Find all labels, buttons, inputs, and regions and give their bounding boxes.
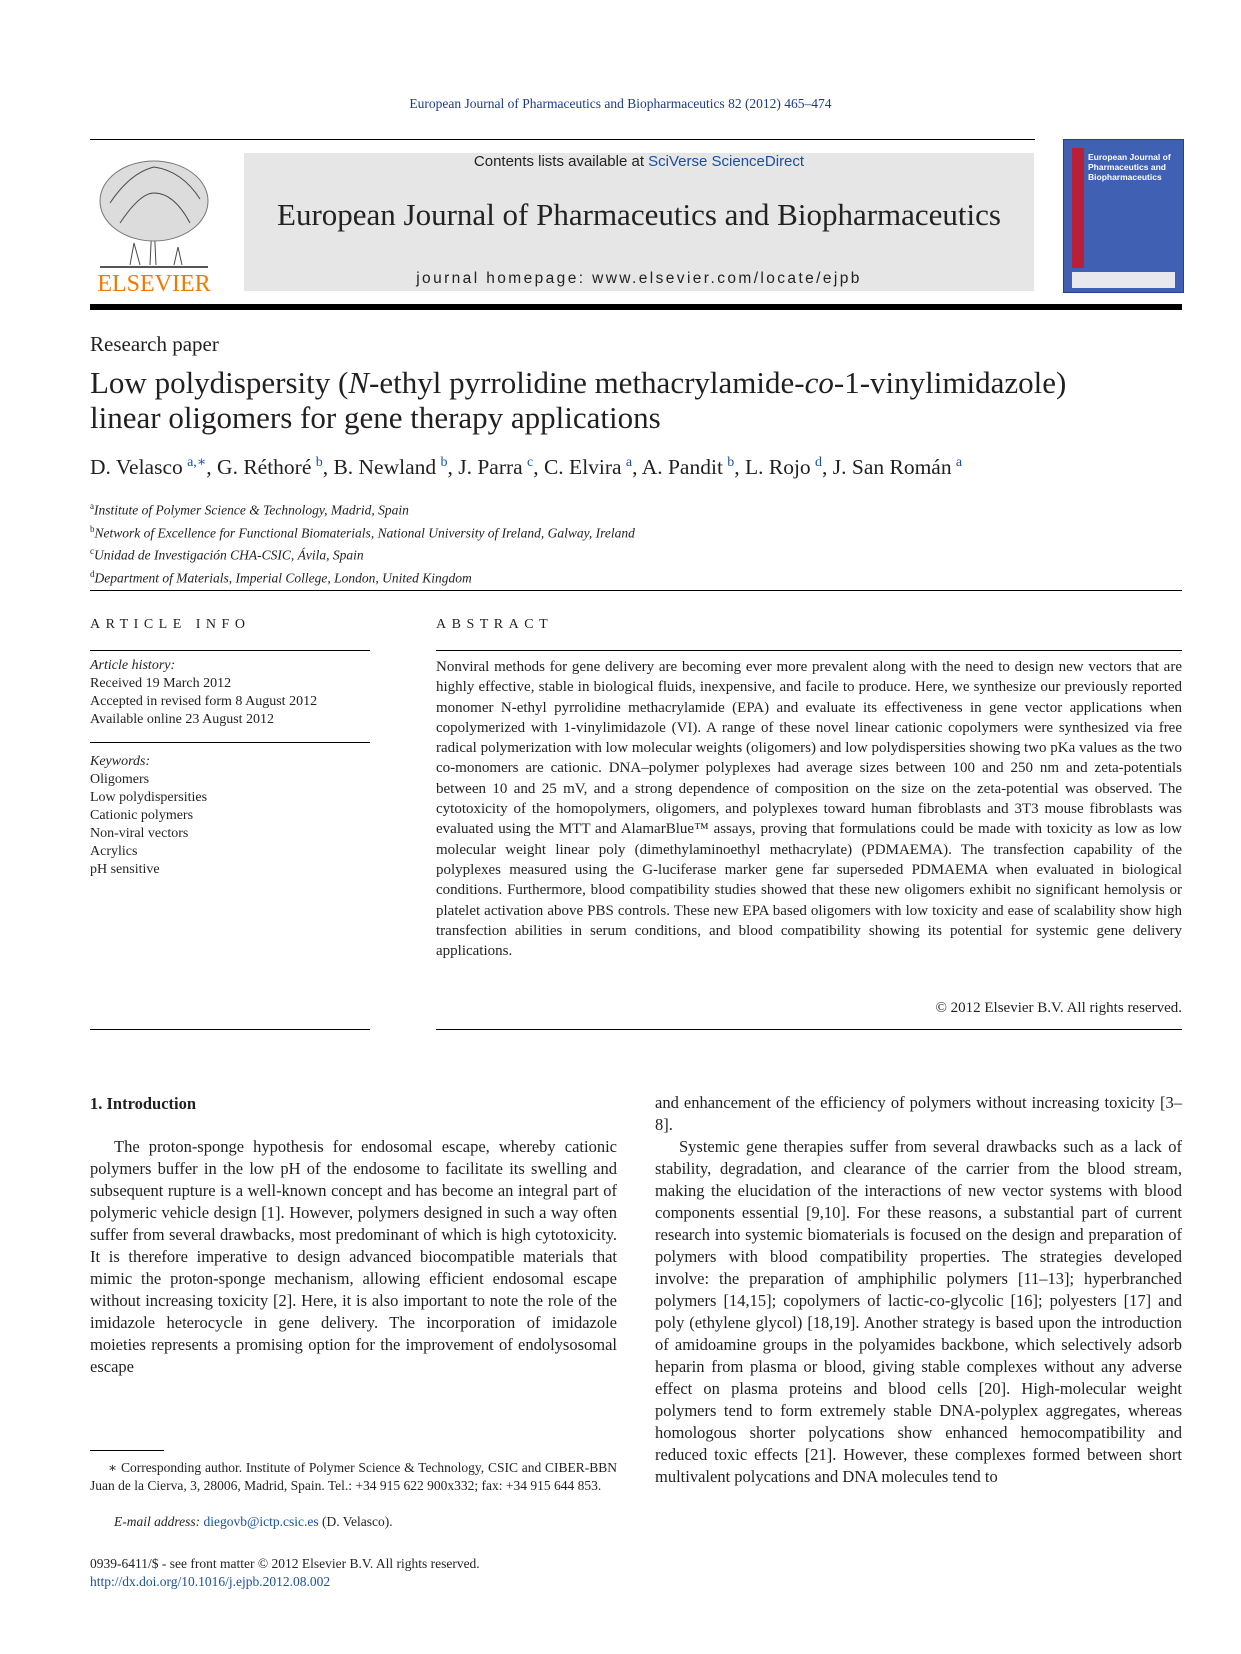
- intro-right-paragraph-1: and enhancement of the efficiency of polymers without increasing toxicity [3–8].: [655, 1093, 1182, 1134]
- author-affiliation-mark[interactable]: b: [440, 455, 448, 470]
- author-affiliation-mark[interactable]: b: [727, 455, 735, 470]
- doi-link[interactable]: http://dx.doi.org/10.1016/j.ejpb.2012.08.002: [90, 1574, 331, 1589]
- keyword-list: [90, 771, 207, 879]
- author-affiliation-mark[interactable]: d: [815, 455, 822, 470]
- page-footer: [90, 1555, 480, 1591]
- corresponding-author-note: ∗ Corresponding author. Institute of Polymer Science & Technology, CSIC and CIBER-BBN Juan de la Cierva, 3, 28006, Madrid, Spain. Tel.: +34 915 622 900x332; fax: +34 915 644 853.: [90, 1460, 617, 1493]
- affiliation: $^a$Institute of Polymer Science & Technology, Madrid, Spain: [90, 501, 409, 518]
- author: B. Newland $^b$: [333, 455, 448, 480]
- contents-prefix: Contents lists available at: [473, 153, 649, 170]
- journal-homepage[interactable]: journal homepage: www.elsevier.com/locate/ejpb: [416, 270, 862, 287]
- abstract-rule: [436, 650, 1182, 651]
- received-date: Received 19 March 2012: [90, 676, 232, 691]
- elsevier-logo: [90, 153, 218, 297]
- author: C. Elvira $^a$: [543, 455, 633, 480]
- author-affiliation-mark[interactable]: a: [955, 455, 963, 470]
- title-line-1: Low polydispersity (N-ethyl pyrrolidine methacrylamide-co-1-vinylimidazole): [90, 365, 1067, 400]
- article-info-heading: ARTICLE INFO: [90, 617, 251, 632]
- affiliation-list: [90, 497, 635, 587]
- journal-cover-thumbnail: [1063, 139, 1184, 293]
- intro-right-paragraph-2: Systemic gene therapies suffer from several drawbacks such as a lack of stability, degradation, and clearance of the carrier from the blood stream, making the elucidation of the interactions of new vector systems with blood components essential [9,10]. For these reasons, a substantial part of current research into systemic biomaterials is focused on the design and preparation of polymers with blood compatibility properties. The strategies developed involve: the preparation of amphiphilic polymers [11–13]; hyperbranched polymers [14,15]; copolymers of lactic-co-glycolic [16]; polyesters [17] and poly (ethylene glycol) [18,19]. Another strategy is based upon the introduction of amidoamine groups in the polyamides backbone, which selectively adsorb heparin from plasma or blood, giving stable complexes without any adverse effect on plasma proteins and blood cells [20]. High-molecular weight polymers tend to form extremely stable DNA-polyplex aggregates, whereas homologous shorter polycations show enhanced hemocompatibility and reduced toxic effects [21]. However, these complexes formed between short multivalent polycations and DNA molecules tend to: [655, 1137, 1182, 1486]
- author: L. Rojo $^d$: [744, 455, 822, 480]
- intro-right-column: [655, 1092, 1182, 1488]
- title-line-2: linear oligomers for gene therapy applications: [90, 400, 661, 435]
- contents-line: [244, 153, 1034, 170]
- affiliation: $^b$Network of Excellence for Functional Biomaterials, National University of Ireland, Galway, Ireland: [90, 523, 635, 540]
- intro-heading: 1. Introduction: [90, 1094, 197, 1113]
- accepted-date: Accepted in revised form 8 August 2012: [90, 694, 318, 709]
- author: G. Réthoré $^b$: [217, 455, 323, 480]
- elsevier-wordmark: ELSEVIER: [97, 271, 211, 297]
- abstract-bottom-rule: [436, 1029, 1182, 1030]
- keyword: Acrylics: [90, 844, 138, 859]
- email-label: E-mail address:: [114, 1514, 204, 1529]
- keyword: Non-viral vectors: [90, 826, 189, 841]
- keyword: Low polydispersities: [90, 790, 208, 805]
- article-history: [90, 657, 317, 729]
- article-type: Research paper: [90, 332, 219, 356]
- email-note: [90, 1513, 641, 1531]
- abstract-copyright: © 2012 Elsevier B.V. All rights reserved.: [935, 1000, 1182, 1016]
- author: A. Pandit $^b$: [641, 455, 735, 480]
- email-suffix: (D. Velasco).: [318, 1514, 393, 1529]
- cover-footer: [1072, 272, 1175, 288]
- affiliation-mark: b: [90, 523, 95, 534]
- keywords: [90, 753, 207, 879]
- header-rule: [90, 139, 1035, 140]
- history-label: Article history:: [90, 658, 176, 673]
- issn-line: 0939-6411/$ - see front matter © 2012 Elsevier B.V. All rights reserved.: [90, 1556, 480, 1571]
- info-rule: [90, 650, 370, 651]
- journal-name: European Journal of Pharmaceutics and Biopharmaceutics: [277, 197, 1001, 232]
- journal-citation[interactable]: European Journal of Pharmaceutics and Biopharmaceutics 82 (2012) 465–474: [409, 96, 832, 111]
- author-affiliation-mark[interactable]: a,∗: [187, 455, 207, 470]
- keyword: Oligomers: [90, 772, 150, 787]
- history-rule: [90, 742, 370, 743]
- online-date: Available online 23 August 2012: [90, 712, 275, 727]
- affiliation: $^c$Unidad de Investigación CHA-CSIC, Ávila, Spain: [90, 546, 364, 563]
- title-rule: [90, 590, 1182, 591]
- info-bottom-rule: [90, 1029, 370, 1030]
- author-affiliation-mark[interactable]: b: [315, 455, 323, 470]
- keywords-label: Keywords:: [90, 754, 151, 769]
- sciencedirect-link[interactable]: SciVerse ScienceDirect: [648, 153, 805, 170]
- affiliation-mark: a: [90, 501, 94, 511]
- header-thick-rule: [90, 304, 1182, 310]
- abstract-heading: ABSTRACT: [436, 617, 554, 632]
- email-link[interactable]: diegovb@ictp.csic.es: [203, 1514, 319, 1529]
- footnote-rule: [90, 1450, 164, 1451]
- affiliation-mark: d: [90, 568, 95, 579]
- author-list: D. Velasco $^{a,∗}$, G. Réthoré $^b$, B. Newland $^b$, J. Parra $^c$, C. Elvira $^a$, A. Pandit $^b$, L. Rojo $^d$, J. San Román $^a$: [90, 455, 963, 480]
- cover-stripe: [1072, 148, 1084, 268]
- affiliation: $^d$Department of Materials, Imperial College, London, United Kingdom: [90, 568, 472, 585]
- affiliation-mark: c: [90, 546, 94, 556]
- keyword: Cationic polymers: [90, 808, 194, 823]
- author: J. Parra $^c$: [458, 455, 534, 480]
- abstract-text: Nonviral methods for gene delivery are becoming ever more prevalent along with the need to design new vectors that are highly effective, stable in biological fluids, inexpensive, and facile to produce. Here, we synthesize our previously reported monomer N-ethyl pyrrolidine methacrylamide (EPA) and evaluate its effectiveness in gene vector applications when copolymerized with 1-vinylimidazole (VI). A range of these novel linear cationic copolymers were synthesized via free radical polymerization with low molecular weights (oligomers) and low polydispersities showing two pKa values as the two co-monomers are cationic. DNA–polymer polyplexes had average sizes between 100 and 250 nm and zeta-potentials between 10 and 25 mV, and a strong dependence of composition on the size on the zeta-potential was observed. The cytotoxicity of the homopolymers, oligomers, and polyplexes toward human fibroblasts and 3T3 mouse fibroblasts was evaluated using the MTT and AlamarBlue™ assays, proving that formulations could be made with toxicity as low as low molecular weight linear poly (dimethylaminoethyl methacrylate) (PDMAEMA). The transfection capability of the polyplexes measured using the G-luciferase marker gene far superseded PDMAEMA when evaluated in biological conditions. Furthermore, blood compatibility studies showed that these new oligomers exhibit no significant hemolysis or platelet activation above PBS controls. These new EPA based oligomers with low toxicity and ease of scalability show high transfection abilities in serum conditions, and blood compatibility showing its potential for systemic gene delivery applications.: [436, 659, 1182, 960]
- author: J. San Román $^a$: [832, 455, 963, 480]
- author-affiliation-mark[interactable]: a: [625, 455, 633, 470]
- author-affiliation-mark[interactable]: c: [527, 455, 534, 470]
- article-title: [90, 365, 1182, 435]
- author: D. Velasco $^{a,∗}$: [90, 455, 207, 480]
- intro-left-paragraph: The proton-sponge hypothesis for endosomal escape, whereby cationic polymers buffer in the low pH of the endosome to facilitate its swelling and subsequent rupture is a well-known concept and has become an integral part of polymeric vehicle design [1]. However, polymers designed in such a way often suffer from several drawbacks, most predominant of which is high cytotoxicity. It is therefore imperative to design advanced biocompatible materials that mimic the proton-sponge mechanism, allowing efficient endosomal escape without increasing toxicity [2]. Here, it is also important to note the role of the imidazole heterocycle in gene delivery. The incorporation of imidazole moieties represents a promising option for the improvement of endolysosomal escape: [90, 1137, 617, 1376]
- keyword: pH sensitive: [90, 862, 160, 877]
- cover-title: European Journal of Pharmaceutics and Biopharmaceutics: [1088, 152, 1171, 182]
